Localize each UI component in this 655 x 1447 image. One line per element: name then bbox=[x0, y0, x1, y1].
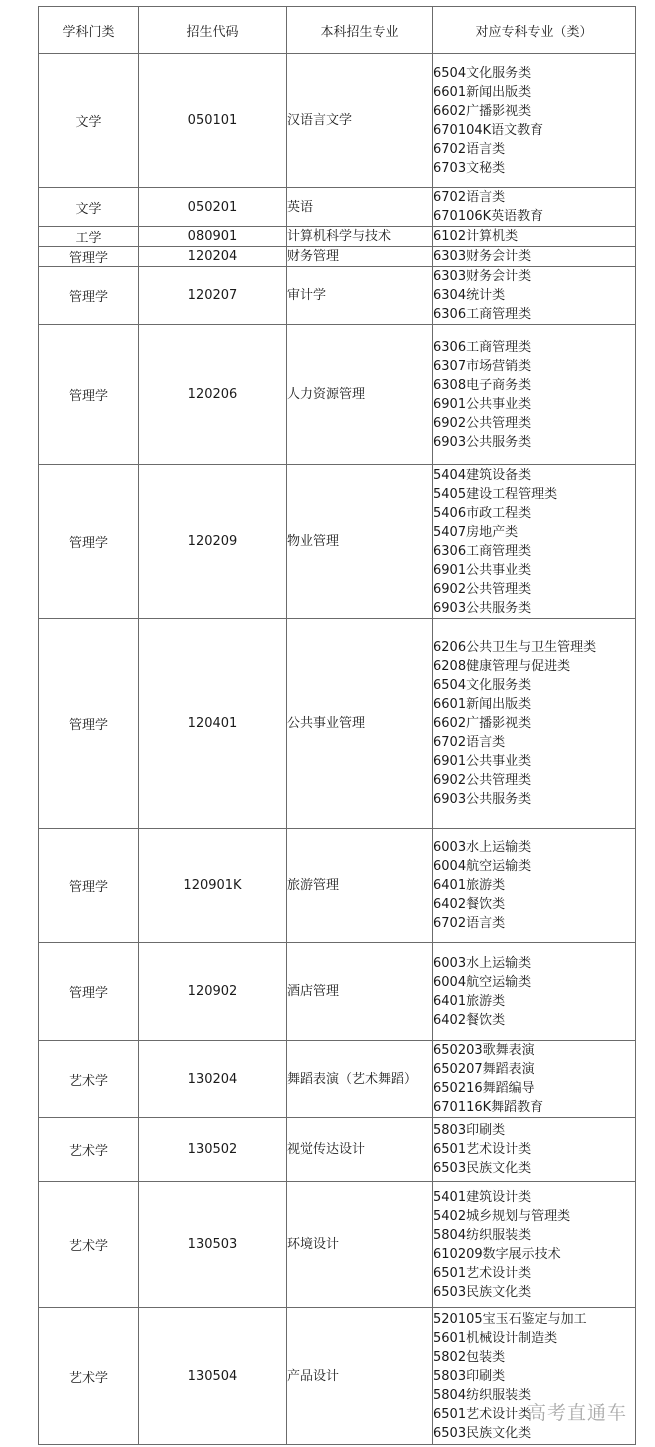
cell-code: 050201 bbox=[139, 188, 287, 227]
specialty-item: 6003水上运输类 bbox=[433, 840, 532, 855]
cell-category: 管理学 bbox=[39, 247, 139, 267]
specialty-item: 6206公共卫生与卫生管理类 bbox=[433, 640, 597, 655]
specialty-item: 6102计算机类 bbox=[433, 229, 519, 244]
specialty-item: 5407房地产类 bbox=[433, 524, 519, 540]
table-row bbox=[39, 227, 636, 247]
table-row bbox=[39, 1041, 636, 1118]
major-name: 汉语言文学 bbox=[287, 113, 353, 128]
table-row bbox=[39, 619, 636, 829]
table-body bbox=[39, 54, 636, 1445]
cell-specialties bbox=[433, 1118, 636, 1182]
cell-code: 120206 bbox=[139, 325, 287, 465]
specialty-item: 650207舞蹈表演 bbox=[433, 1062, 535, 1077]
major-name: 英语 bbox=[287, 199, 314, 215]
specialty-item: 6306工商管理类 bbox=[433, 307, 532, 322]
specialty-item: 5802包装类 bbox=[433, 1349, 506, 1365]
specialty-item: 6504文化服务类 bbox=[433, 678, 532, 693]
specialty-item: 6208健康管理与促进类 bbox=[433, 659, 571, 674]
table-row bbox=[39, 325, 636, 465]
specialty-item: 5803印刷类 bbox=[433, 1368, 506, 1384]
specialty-item: 6306工商管理类 bbox=[433, 543, 532, 559]
cell-major bbox=[287, 267, 433, 325]
cell-code: 120204 bbox=[139, 247, 287, 267]
header-category: 学科门类 bbox=[39, 7, 139, 54]
cell-specialties bbox=[433, 1041, 636, 1118]
cell-category: 艺术学 bbox=[39, 1118, 139, 1182]
major-name: 酒店管理 bbox=[287, 984, 340, 999]
specialty-item: 6602广播影视类 bbox=[433, 716, 532, 731]
specialty-item: 5402城乡规划与管理类 bbox=[433, 1208, 571, 1224]
major-name: 环境设计 bbox=[287, 1237, 340, 1252]
cell-specialties bbox=[433, 465, 636, 619]
specialty-item: 520105宝玉石鉴定与加工 bbox=[433, 1311, 587, 1327]
major-name: 旅游管理 bbox=[287, 878, 340, 893]
cell-specialties bbox=[433, 829, 636, 943]
table-row bbox=[39, 1118, 636, 1182]
cell-specialties bbox=[433, 188, 636, 227]
specialty-item: 5405建设工程管理类 bbox=[433, 486, 558, 502]
major-name: 审计学 bbox=[287, 288, 327, 303]
specialty-item: 5803印刷类 bbox=[433, 1123, 506, 1138]
specialty-item: 6308电子商务类 bbox=[433, 377, 532, 393]
specialty-item: 650216舞蹈编导 bbox=[433, 1081, 535, 1096]
specialty-item: 6501艺术设计类 bbox=[433, 1142, 532, 1157]
cell-major bbox=[287, 325, 433, 465]
cell-specialties bbox=[433, 325, 636, 465]
specialty-item: 6504文化服务类 bbox=[433, 65, 532, 81]
specialty-item: 670116K舞蹈教育 bbox=[433, 1100, 544, 1115]
cell-specialties bbox=[433, 267, 636, 325]
table-header-row bbox=[39, 7, 636, 54]
specialty-item: 670104K语文教育 bbox=[433, 122, 544, 138]
cell-category: 艺术学 bbox=[39, 1308, 139, 1445]
cell-code: 130503 bbox=[139, 1182, 287, 1308]
specialty-item: 6903公共服务类 bbox=[433, 434, 532, 450]
specialty-item: 6702语言类 bbox=[433, 735, 506, 750]
specialty-item: 6004航空运输类 bbox=[433, 859, 532, 874]
cell-category: 管理学 bbox=[39, 619, 139, 829]
cell-code: 050101 bbox=[139, 54, 287, 188]
specialty-item: 6307市场营销类 bbox=[433, 358, 532, 374]
major-name: 人力资源管理 bbox=[287, 387, 366, 402]
specialty-item: 5406市政工程类 bbox=[433, 505, 532, 521]
specialty-item: 6901公共事业类 bbox=[433, 562, 532, 578]
specialty-item: 6601新闻出版类 bbox=[433, 84, 532, 100]
specialty-item: 6401旅游类 bbox=[433, 993, 506, 1009]
specialty-item: 5601机械设计制造类 bbox=[433, 1330, 558, 1346]
major-name: 公共事业管理 bbox=[287, 716, 366, 731]
specialty-item: 6306工商管理类 bbox=[433, 339, 532, 355]
cell-category: 管理学 bbox=[39, 943, 139, 1041]
table-row bbox=[39, 943, 636, 1041]
specialty-item: 6303财务会计类 bbox=[433, 249, 532, 264]
major-name: 舞蹈表演（艺术舞蹈） bbox=[287, 1071, 418, 1087]
table-row bbox=[39, 1182, 636, 1308]
cell-specialties bbox=[433, 247, 636, 267]
major-name: 财务管理 bbox=[287, 249, 340, 264]
cell-major bbox=[287, 1308, 433, 1445]
specialty-item: 5401建筑设计类 bbox=[433, 1189, 532, 1205]
cell-category: 管理学 bbox=[39, 465, 139, 619]
cell-category: 工学 bbox=[39, 227, 139, 247]
specialty-item: 6903公共服务类 bbox=[433, 600, 532, 616]
cell-specialties bbox=[433, 227, 636, 247]
specialty-item: 6601新闻出版类 bbox=[433, 697, 532, 712]
specialty-item: 6503民族文化类 bbox=[433, 1284, 532, 1300]
header-code: 招生代码 bbox=[139, 7, 287, 54]
table-row bbox=[39, 188, 636, 227]
cell-major bbox=[287, 943, 433, 1041]
specialty-item: 5804纺织服装类 bbox=[433, 1227, 532, 1243]
cell-major bbox=[287, 619, 433, 829]
specialty-item: 6004航空运输类 bbox=[433, 974, 532, 990]
cell-code: 130504 bbox=[139, 1308, 287, 1445]
specialty-item: 5804纺织服装类 bbox=[433, 1387, 532, 1403]
cell-code: 130204 bbox=[139, 1041, 287, 1118]
table-row bbox=[39, 465, 636, 619]
cell-code: 080901 bbox=[139, 227, 287, 247]
table-row bbox=[39, 54, 636, 188]
specialty-item: 6501艺术设计类 bbox=[433, 1265, 532, 1281]
cell-code: 120209 bbox=[139, 465, 287, 619]
watermark-text: 高考直通车 bbox=[526, 1402, 627, 1424]
cell-major bbox=[287, 1118, 433, 1182]
specialty-item: 6903公共服务类 bbox=[433, 792, 532, 807]
cell-specialties bbox=[433, 1182, 636, 1308]
table-row bbox=[39, 247, 636, 267]
cell-major bbox=[287, 1041, 433, 1118]
specialty-item: 6401旅游类 bbox=[433, 878, 506, 893]
specialty-item: 6702语言类 bbox=[433, 141, 506, 157]
specialty-item: 6303财务会计类 bbox=[433, 269, 532, 284]
specialty-item: 6402餐饮类 bbox=[433, 1012, 506, 1028]
cell-code: 120901K bbox=[139, 829, 287, 943]
specialty-item: 670106K英语教育 bbox=[433, 209, 544, 224]
specialty-item: 6501艺术设计类 bbox=[433, 1406, 532, 1422]
specialty-item: 6902公共管理类 bbox=[433, 415, 532, 431]
major-name: 物业管理 bbox=[287, 534, 340, 549]
specialty-item: 650203歌舞表演 bbox=[433, 1043, 535, 1058]
specialty-item: 6503民族文化类 bbox=[433, 1161, 532, 1176]
cell-code: 120902 bbox=[139, 943, 287, 1041]
specialty-item: 6402餐饮类 bbox=[433, 897, 506, 912]
specialty-item: 6602广播影视类 bbox=[433, 103, 532, 119]
specialty-item: 6901公共事业类 bbox=[433, 754, 532, 769]
cell-major bbox=[287, 54, 433, 188]
cell-code: 120401 bbox=[139, 619, 287, 829]
cell-code: 130502 bbox=[139, 1118, 287, 1182]
cell-category: 管理学 bbox=[39, 267, 139, 325]
cell-major bbox=[287, 247, 433, 267]
specialty-item: 6003水上运输类 bbox=[433, 955, 532, 971]
cell-category: 文学 bbox=[39, 188, 139, 227]
cell-major bbox=[287, 188, 433, 227]
specialty-item: 6902公共管理类 bbox=[433, 773, 532, 788]
cell-specialties bbox=[433, 54, 636, 188]
cell-category: 管理学 bbox=[39, 829, 139, 943]
specialty-item: 6304统计类 bbox=[433, 288, 506, 303]
specialty-item: 6503民族文化类 bbox=[433, 1425, 532, 1441]
cell-code: 120207 bbox=[139, 267, 287, 325]
cell-specialties bbox=[433, 619, 636, 829]
cell-major bbox=[287, 829, 433, 943]
specialty-item: 610209数字展示技术 bbox=[433, 1246, 561, 1262]
cell-category: 管理学 bbox=[39, 325, 139, 465]
table-row bbox=[39, 829, 636, 943]
specialty-item: 6702语言类 bbox=[433, 916, 506, 931]
specialty-item: 6902公共管理类 bbox=[433, 581, 532, 597]
major-name: 产品设计 bbox=[287, 1368, 340, 1384]
cell-major bbox=[287, 227, 433, 247]
cell-category: 艺术学 bbox=[39, 1041, 139, 1118]
header-major: 本科招生专业 bbox=[287, 7, 433, 54]
specialty-item: 6901公共事业类 bbox=[433, 396, 532, 412]
cell-major bbox=[287, 1182, 433, 1308]
header-specialties: 对应专科专业（类） bbox=[433, 7, 636, 54]
cell-specialties bbox=[433, 943, 636, 1041]
specialty-item: 5404建筑设备类 bbox=[433, 467, 532, 483]
table-row bbox=[39, 267, 636, 325]
cell-category: 艺术学 bbox=[39, 1182, 139, 1308]
specialty-item: 6702语言类 bbox=[433, 190, 506, 205]
major-name: 视觉传达设计 bbox=[287, 1142, 366, 1157]
cell-major bbox=[287, 465, 433, 619]
majors-table bbox=[38, 6, 636, 1445]
major-name: 计算机科学与技术 bbox=[287, 229, 392, 244]
cell-category: 文学 bbox=[39, 54, 139, 188]
specialty-item: 6703文秘类 bbox=[433, 160, 506, 176]
